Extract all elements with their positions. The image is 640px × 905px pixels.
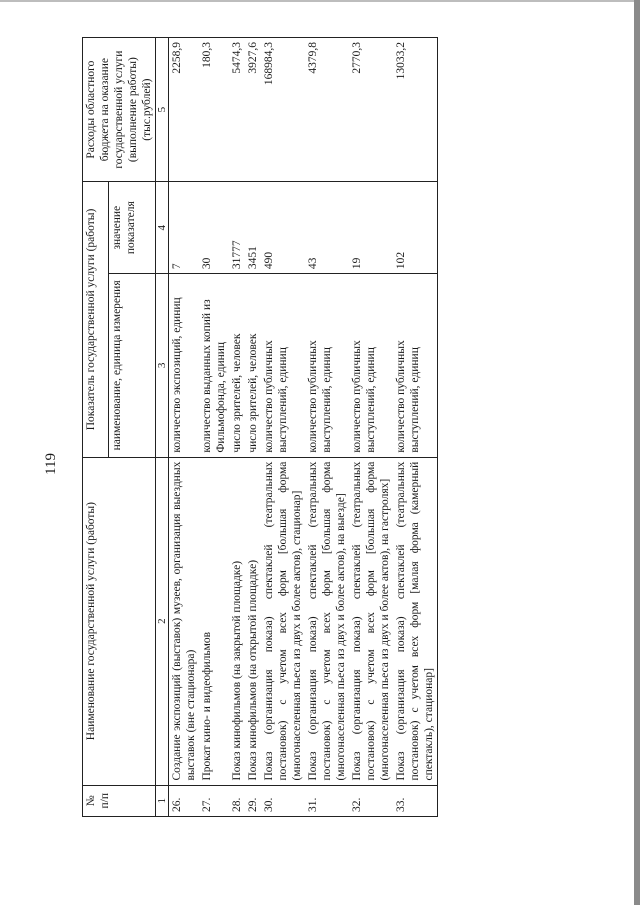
service-name-cell: Показ (организация показа) спектаклей (театральных постановок) с учетом всех форм [большая форма (многонаселенная пьеса из двух и более актов), стационар] <box>261 457 305 785</box>
row-number: 27. <box>199 785 229 816</box>
indicator-unit-cell: число зрителей, человек <box>245 274 261 458</box>
header-service-name: Наименование государственной услуги (работы) <box>83 457 156 785</box>
expense-cell: 2258,9 <box>169 38 200 182</box>
expense-cell: 2770,3 <box>349 38 393 182</box>
expense-cell: 168984,3 <box>261 38 305 182</box>
indicator-unit-cell: количество экспозиций, единиц <box>169 274 200 458</box>
table-row <box>261 38 305 817</box>
page-number: 119 <box>43 453 59 475</box>
expense-cell: 3927,6 <box>245 38 261 182</box>
indicator-unit-cell: количество публичных выступлений, единиц <box>261 274 305 458</box>
indicator-value-cell: 3451 <box>245 182 261 274</box>
row-number: 29. <box>245 785 261 816</box>
header-num: № п/п <box>83 785 156 816</box>
indicator-value-cell: 31777 <box>229 182 245 274</box>
indicator-value-cell: 30 <box>199 182 229 274</box>
row-number: 28. <box>229 785 245 816</box>
indicator-value-cell: 102 <box>393 182 438 274</box>
expense-cell: 4379,8 <box>305 38 349 182</box>
column-number: 2 <box>156 457 169 785</box>
indicator-value-cell: 19 <box>349 182 393 274</box>
column-number: 4 <box>156 182 169 274</box>
column-number: 5 <box>156 38 169 182</box>
indicator-unit-cell: количество публичных выступлений, единиц <box>349 274 393 458</box>
table-row <box>393 38 438 817</box>
column-number-row <box>156 38 169 817</box>
service-name-cell: Показ кинофильмов (на открытой площадке) <box>245 457 261 785</box>
indicator-unit-cell: количество публичных выступлений, единиц <box>393 274 438 458</box>
services-table <box>82 37 438 817</box>
table-row <box>305 38 349 817</box>
indicator-value-cell: 7 <box>169 182 200 274</box>
row-number: 32. <box>349 785 393 816</box>
service-name-cell: Показ (организация показа) спектаклей (театральных постановок) с учетом всех форм [большая форма (многонаселенная пьеса из двух и более актов), на выезде] <box>305 457 349 785</box>
column-number: 1 <box>156 785 169 816</box>
header-expenses: Расходы областного бюджета на оказание государственной услуги (выполнение работы) (тыс.рублей) <box>83 38 156 182</box>
row-number: 33. <box>393 785 438 816</box>
column-number: 3 <box>156 274 169 458</box>
table-row <box>169 38 200 817</box>
indicator-unit-cell: количество публичных выступлений, единиц <box>305 274 349 458</box>
service-name-cell: Показ (организация показа) спектаклей (театральных постановок) с учетом всех форм [малая форма (камерный спектакль), стационар] <box>393 457 438 785</box>
table-row <box>199 38 229 817</box>
table-row <box>229 38 245 817</box>
table-body <box>169 38 438 817</box>
header-indicator-group: Показатель государственной услуги (работы) <box>83 182 109 457</box>
row-number: 26. <box>169 785 200 816</box>
expense-cell: 180,3 <box>199 38 229 182</box>
header-indicator-name: наименование, единица измерения <box>108 274 155 458</box>
service-name-cell: Прокат кино- и видеофильмов <box>199 457 229 785</box>
header-indicator-value: значение показателя <box>108 182 155 274</box>
indicator-unit-cell: количество выданных копий из Фильмофонда, единиц <box>199 274 229 458</box>
indicator-unit-cell: число зрителей, человек <box>229 274 245 458</box>
row-number: 30. <box>261 785 305 816</box>
table-row <box>349 38 393 817</box>
service-name-cell: Показ (организация показа) спектаклей (театральных постановок) с учетом всех форм [большая форма (многонаселенная пьеса из двух и более актов), на гастролях] <box>349 457 393 785</box>
indicator-value-cell: 43 <box>305 182 349 274</box>
expense-cell: 5474,3 <box>229 38 245 182</box>
row-number: 31. <box>305 785 349 816</box>
service-name-cell: Создание экспозиций (выставок) музеев, организация выездных выставок (вне стационара) <box>169 457 200 785</box>
table-row <box>245 38 261 817</box>
header-row-1 <box>83 38 109 817</box>
service-name-cell: Показ кинофильмов (на закрытой площадке) <box>229 457 245 785</box>
indicator-value-cell: 490 <box>261 182 305 274</box>
expense-cell: 13033,2 <box>393 38 438 182</box>
